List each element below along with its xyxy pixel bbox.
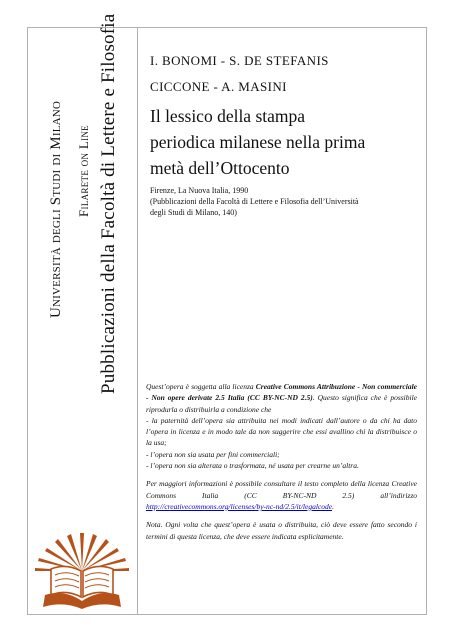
license-conditions-intro: . Questo significa che è possibile riprodurla o distribuirla a condizione che	[146, 393, 417, 414]
license-name: Creative Commons Attribuzione - Non commerciale - Non opere derivate 2.5 Italia (CC BY-NC-ND 2.5)	[146, 382, 417, 403]
authors-line: I. BONOMI - S. DE STEFANIS	[150, 53, 329, 68]
title-line: metà dell’Ottocento	[150, 158, 290, 178]
license-note: Nota. Ogni volta che quest’opera è usata o distribuita, ciò deve essere fatto secondo i termini di questa licenza, che deve essere indicata esplicitamente.	[146, 520, 417, 541]
authors-line: CICCONE - A. MASINI	[150, 79, 287, 94]
series-note-line: (Pubblicazioni della Facoltà di Lettere e Filosofia dell’Università	[150, 197, 359, 206]
authors	[150, 48, 416, 100]
series-note-line: degli Studi di Milano, 140)	[150, 208, 237, 217]
title-line: Il lessico della stampa	[150, 106, 306, 126]
sidebar-divider	[137, 27, 138, 615]
publication-info	[150, 185, 416, 218]
open-book-sunburst-icon	[31, 531, 133, 611]
series-name: Pubblicazioni della Facoltà di Lettere e Filosofia	[98, 13, 119, 394]
project-name: Filarete on Line	[76, 125, 91, 217]
license-info-text: Per maggiori informazioni è possibile consultare il testo completo della licenza Creative Commons Italia (CC BY-NC-ND 2.5) all’indirizzo	[146, 479, 417, 500]
university-name: Università degli Studi di Milano	[48, 100, 64, 318]
license-notice	[146, 381, 417, 542]
license-paragraph	[146, 381, 417, 415]
license-condition: - l’opera non sia usata per fini commerciali;	[146, 449, 280, 459]
license-condition: - l’opera non sia alterata o trasformata, né usata per crearne un’altra.	[146, 461, 359, 471]
license-condition: - la paternità dell’opera sia attribuita nei modi indicati dall’autore o da chi ha dato l’opera in licenza e in modo tale da non suggerire che essi avallino chi la distribuisce o la usa;	[146, 415, 417, 448]
publisher-line: Firenze, La Nuova Italia, 1990	[150, 186, 249, 195]
title-line: periodica milanese nella prima	[150, 132, 366, 152]
license-link[interactable]: http://creativecommons.org/licenses/by-nc-nd/2.5/it/legalcode	[146, 501, 333, 511]
license-info-end: .	[332, 501, 334, 511]
license-info-paragraph	[146, 478, 417, 512]
book-title	[150, 103, 416, 181]
license-intro: Quest’opera è soggetta alla licenza	[146, 382, 256, 391]
